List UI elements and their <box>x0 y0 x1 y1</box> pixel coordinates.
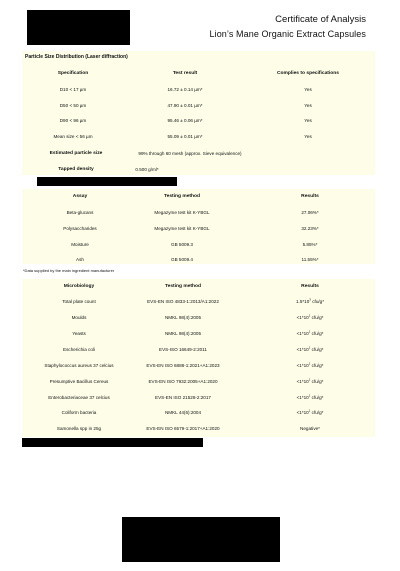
result-exponent: 1 <box>308 408 311 413</box>
particle-row-3-spec: D90 < 96 µm <box>59 118 87 123</box>
result-exponent: 1 <box>308 329 311 334</box>
particle-row-1-spec: D10 < 17 µm <box>59 87 87 92</box>
document-title: Certificate of Analysis <box>275 14 366 25</box>
micro-row-8-name: Coliform bacteria <box>61 410 97 415</box>
micro-row-3-name: Yeasts <box>72 331 86 336</box>
result-unit: cfu/g* <box>310 315 324 320</box>
micro-row-4-result <box>297 347 324 352</box>
micro-row-7-method: EVS-EN ISO 21528-2:2017 <box>155 395 211 400</box>
result-value: <1*10 <box>296 395 309 400</box>
result-exponent: 3 <box>309 297 311 302</box>
redacted-signature <box>122 517 280 562</box>
micro-row-8-result <box>297 410 324 415</box>
tapped-density-value: 0.500 g/ml* <box>135 167 159 172</box>
micro-row-3-result <box>297 331 324 336</box>
particle-header-complies: Complies to specifications <box>277 71 339 76</box>
particle-header-spec: Specification <box>57 71 89 76</box>
micro-row-6-result <box>297 379 324 384</box>
micro-row-9-method: EVS-EN ISO 6579-1:2017+A1:2020 <box>146 426 220 431</box>
result-value: 1.5*10 <box>296 299 310 304</box>
redacted-bar-2 <box>22 438 203 447</box>
assay-row-2-name: Polysaccharides <box>63 226 97 231</box>
assay-header-results: Results <box>301 194 319 199</box>
assay-row-1-name: Beta-glucans <box>66 210 94 215</box>
result-value: <1*10 <box>296 363 309 368</box>
particle-row-2-complies: Yes <box>304 103 312 108</box>
particle-header-result: Test result <box>172 71 198 76</box>
micro-row-5-result <box>297 363 324 368</box>
micro-row-9-name: Samonella spp in 25g <box>56 426 102 431</box>
micro-row-2-name: Moulds <box>71 315 87 320</box>
micro-row-7-name: Enterobacteriaceae 37 celcius <box>48 395 110 400</box>
micro-row-8-method: NMKL 44(6):2004 <box>164 410 202 415</box>
micro-row-3-method: NMKL 98(4):2005 <box>164 331 202 336</box>
manufacturer-note: *Data supplied by the main ingredient manufacturer <box>23 268 115 273</box>
estimated-size-label: Estimated particle size <box>49 151 103 156</box>
micro-header-name: Microbiology <box>63 284 95 289</box>
assay-row-1-method: Megazyme test kit K-YBGL <box>154 210 210 215</box>
particle-row-1-complies: Yes <box>304 87 312 92</box>
result-value: <1*10 <box>296 347 309 352</box>
result-value: Negative* <box>300 426 320 431</box>
assay-row-2-method: Megazyme test kit K-YBGL <box>154 226 210 231</box>
micro-row-9-result <box>300 426 320 431</box>
particle-row-2-result: 47.90 ± 0.01 µm* <box>167 103 203 108</box>
assay-row-3-method: GB 5009.3 <box>171 242 193 247</box>
assay-row-3-name: Moisture <box>71 242 89 247</box>
micro-row-1-method: EVS-EN ISO 4833-1:2013/A1:2022 <box>147 299 219 304</box>
particle-row-4-complies: Yes <box>304 134 312 139</box>
redacted-logo <box>27 10 130 45</box>
result-unit: cfu/g* <box>310 410 324 415</box>
micro-header-results: Results <box>301 284 319 289</box>
micro-row-4-name: Escherichia coli <box>63 347 95 352</box>
micro-header-method: Testing method <box>164 284 202 289</box>
result-exponent: 1 <box>308 377 311 382</box>
result-exponent: 1 <box>308 345 311 350</box>
particle-row-3-complies: Yes <box>304 118 312 123</box>
result-value: <1*10 <box>296 331 309 336</box>
assay-row-2-result: 32.23%* <box>301 226 319 231</box>
estimated-size-value: 99% through 60 mesh (approx. Sieve equivalence) <box>138 151 242 156</box>
micro-row-2-result <box>297 315 324 320</box>
micro-row-7-result <box>297 395 324 400</box>
result-unit: cfu/g* <box>310 347 324 352</box>
assay-row-4-method: GB 5009.4 <box>171 257 193 262</box>
redacted-bar-1 <box>37 177 177 186</box>
micro-row-4-method: EVS-ISO 16649-2:2011 <box>159 347 207 352</box>
micro-row-5-name: Staphylococcus aureus 37 celcius <box>44 363 114 368</box>
result-exponent: 1 <box>308 313 311 318</box>
micro-row-5-method: EVS-EN ISO 6888-1:2021+A1:2023 <box>146 363 220 368</box>
assay-row-3-result: 5.85%* <box>302 242 318 247</box>
result-value: <1*10 <box>296 315 309 320</box>
particle-section-title: Particle Size Distribution (Laser diffraction) <box>25 54 128 60</box>
assay-header-name: Assay <box>72 194 88 199</box>
micro-row-2-method: NMKL 98(4):2005 <box>164 315 202 320</box>
result-unit: cfu/g* <box>310 331 324 336</box>
particle-row-2-spec: D50 < 50 µm <box>59 103 87 108</box>
micro-row-1-name: Total plate count <box>62 299 96 304</box>
result-exponent: 1 <box>308 361 311 366</box>
particle-section <box>22 51 375 175</box>
micro-row-1-result <box>296 299 324 304</box>
result-unit: cfu/g* <box>310 363 324 368</box>
result-unit: cfu/g* <box>310 395 324 400</box>
assay-row-4-name: Ash <box>76 257 84 262</box>
assay-row-4-result: 11.55%* <box>301 257 319 262</box>
result-unit: cfu/g* <box>310 379 324 384</box>
result-value: <1*10 <box>296 410 309 415</box>
particle-row-4-result: 55.09 ± 0.01 µm* <box>167 134 203 139</box>
result-value: <1*10 <box>296 379 309 384</box>
product-name: Lion’s Mane Organic Extract Capsules <box>209 29 366 39</box>
particle-row-4-spec: Mean size < 56 µm <box>53 134 93 139</box>
assay-header-method: Testing method <box>163 194 201 199</box>
micro-row-6-method: EVS-EN ISO 7932:2005+A1:2020 <box>148 379 218 384</box>
assay-row-1-result: 27.06%* <box>301 210 319 215</box>
particle-row-3-result: 95.46 ± 0.06 µm* <box>167 118 203 123</box>
result-unit: cfu/g* <box>310 299 324 304</box>
micro-row-6-name: Presumptive Bacillus Cereus <box>49 379 109 384</box>
particle-row-1-result: 16.72 ± 0.14 µm* <box>167 87 203 92</box>
result-exponent: 1 <box>308 393 311 398</box>
tapped-density-label: Tapped density <box>58 167 94 172</box>
